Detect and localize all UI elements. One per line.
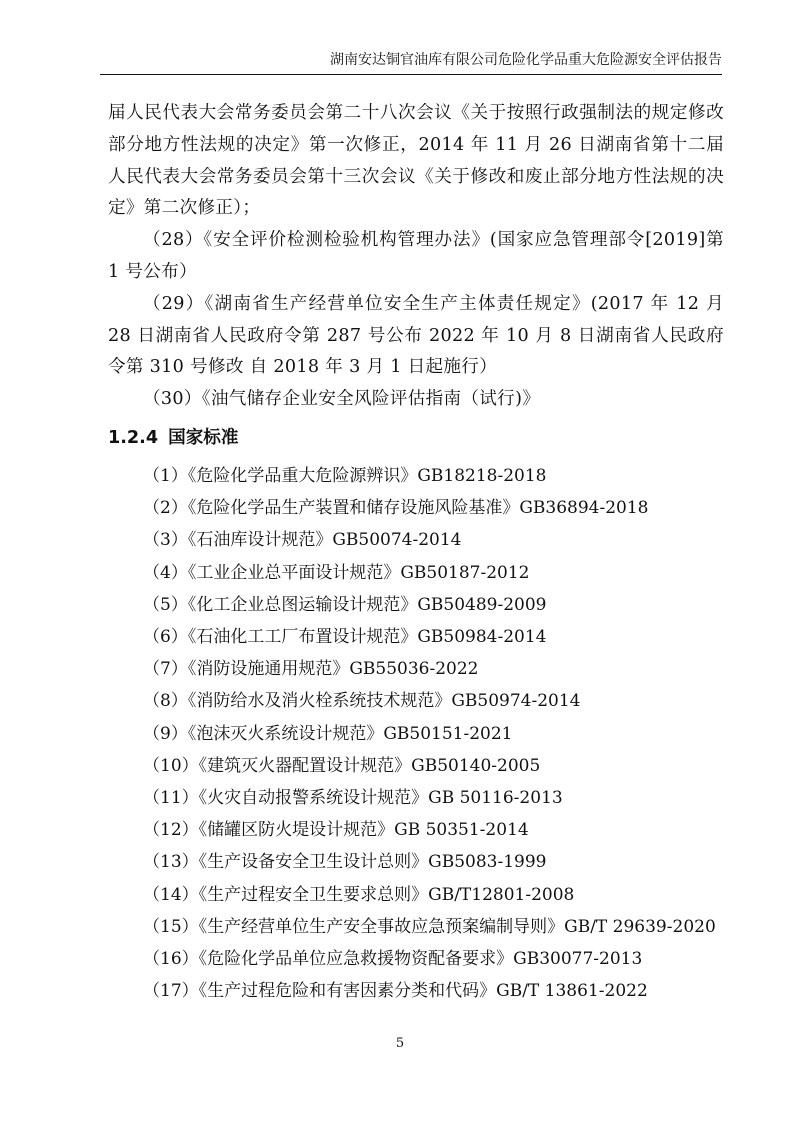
- list-item: （5）《化工企业总图运输设计规范》GB50489-2009: [143, 594, 547, 615]
- paragraph-item-29: （29）《湖南省生产经营单位安全生产主体责任规定》(2017 年 12 月 28 日湖南省人民政府令第 287 号公布 2022 年 10 月 8 日湖南省人民政府令第 310 号修改 自 2018 年 3 月 1 日起施行）: [108, 293, 724, 378]
- section-title: 国家标准: [168, 427, 239, 448]
- page-header: [100, 50, 722, 76]
- list-item: （4）《工业企业总平面设计规范》GB50187-2012: [143, 562, 530, 583]
- list-item: （10）《建筑灭火器配置设计规范》GB50140-2005: [143, 755, 541, 776]
- header-title: 湖南安达铜官油库有限公司危险化学品重大危险源安全评估报告: [330, 52, 722, 68]
- paragraph-continued: 届人民代表大会常务委员会第二十八次会议《关于按照行政强制法的规定修改部分地方性法规的决定》第一次修正，2014 年 11 月 26 日湖南省第十二届人民代表大会常务委员会第十三次会议《关于修改和废止部分地方性法规的决定》第二次修正）；: [108, 103, 724, 219]
- list-item: （7）《消防设施通用规范》GB55036-2022: [143, 659, 479, 680]
- section-heading: [108, 422, 724, 454]
- header-rule: [100, 74, 722, 75]
- paragraph-item-30: （30）《油气储存企业安全风险评估指南（试行)》: [143, 389, 541, 410]
- paragraph-item-28: （28）《安全评价检测检验机构管理办法》(国家应急管理部令[2019]第 1 号公布）: [108, 230, 724, 282]
- list-item: （3）《石油库设计规范》GB50074-2014: [143, 530, 462, 551]
- list-item: （2）《危险化学品生产装置和储存设施风险基准》GB36894-2018: [143, 498, 649, 519]
- list-item: （1）《危险化学品重大危险源辨识》GB18218-2018: [143, 465, 547, 486]
- list-item: （11）《火灾自动报警系统设计规范》GB 50116-2013: [143, 788, 563, 808]
- list-item: （13）《生产设备安全卫生设计总则》GB5083-1999: [143, 852, 547, 873]
- page-number: 5: [395, 1036, 405, 1051]
- standards-list: [108, 460, 724, 1007]
- list-item: （8）《消防给水及消火栓系统技术规范》GB50974-2014: [143, 691, 581, 712]
- list-item: （14）《生产过程安全卫生要求总则》GB/T12801-2008: [143, 884, 575, 905]
- list-item: （15）《生产经营单位生产安全事故应急预案编制导则》GB/T 29639-2020: [143, 916, 716, 937]
- list-item: （16）《危险化学品单位应急救援物资配备要求》GB30077-2013: [143, 949, 643, 970]
- list-item: （17）《生产过程危险和有害因素分类和代码》GB/T 13861-2022: [143, 981, 648, 1002]
- list-item: （12）《储罐区防火堤设计规范》GB 50351-2014: [143, 820, 529, 841]
- list-item: （6）《石油化工工厂布置设计规范》GB50984-2014: [143, 626, 547, 647]
- document-body: [108, 98, 724, 1007]
- list-item: （9）《泡沫灭火系统设计规范》GB50151-2021: [143, 723, 513, 744]
- section-number: 1.2.4: [108, 427, 159, 448]
